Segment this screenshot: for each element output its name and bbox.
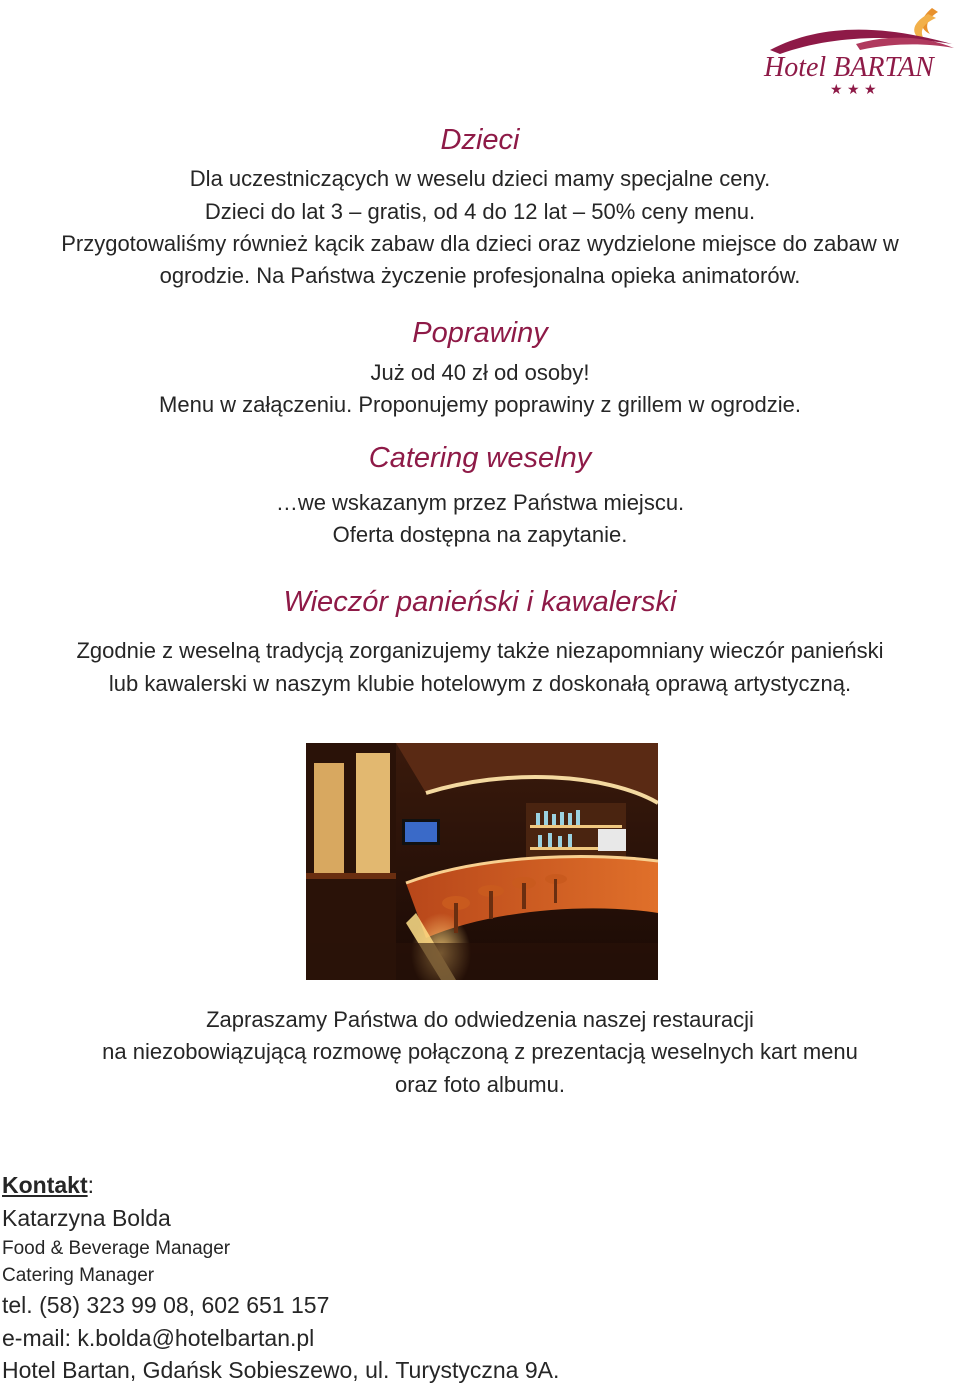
poprawiny-line-1: Już od 40 zł od osoby!	[370, 360, 590, 385]
contact-heading	[2, 1172, 94, 1199]
dzieci-line-2: Dzieci do lat 3 – gratis, od 4 do 12 lat – 50% ceny menu.	[204, 199, 756, 224]
dzieci-line-4: ogrodzie. Na Państwa życzenie profesjonalna opieka animatorów.	[159, 263, 801, 288]
hotel-bartan-logo	[760, 4, 956, 100]
bar-illustration	[306, 743, 658, 980]
logo-graphic	[760, 4, 956, 100]
contact-phone: tel. (58) 323 99 08, 602 651 157	[2, 1292, 330, 1318]
invitation-line-3: oraz foto albumu.	[395, 1072, 565, 1097]
section-title-wieczor: Wieczór panieński i kawalerski	[283, 586, 677, 618]
catering-line-1: …we wskazanym przez Państwa miejscu.	[275, 490, 685, 515]
dzieci-line-3: Przygotowaliśmy również kącik zabaw dla dzieci oraz wydzielone miejsce do zabaw w	[61, 231, 899, 256]
contact-label: Kontakt	[2, 1172, 88, 1198]
contact-colon: :	[87, 1172, 95, 1198]
contact-role-1: Food & Beverage Manager	[2, 1238, 231, 1259]
invitation-line-1: Zapraszamy Państwa do odwiedzenia naszej restauracji	[206, 1007, 754, 1032]
invitation-line-2: na niezobowiązującą rozmowę połączoną z prezentacją weselnych kart menu	[102, 1039, 858, 1064]
wieczor-line-2: lub kawalerski w naszym klubie hotelowym z doskonałą oprawą artystyczną.	[108, 671, 852, 696]
section-title-catering: Catering weselny	[368, 442, 592, 474]
dzieci-line-1: Dla uczestniczących w weselu dzieci mamy specjalne ceny.	[189, 166, 771, 191]
section-title-poprawiny: Poprawiny	[412, 317, 548, 349]
contact-role-2: Catering Manager	[2, 1265, 155, 1286]
poprawiny-line-2: Menu w załączeniu. Proponujemy poprawiny z grillem w ogrodzie.	[159, 392, 801, 417]
catering-line-2: Oferta dostępna na zapytanie.	[332, 522, 628, 547]
hotel-bar-photo	[306, 743, 658, 980]
logo-stars: ★ ★ ★	[830, 82, 877, 98]
contact-email[interactable]: e-mail: k.bolda@hotelbartan.pl	[2, 1325, 315, 1351]
logo-text: Hotel BARTAN	[764, 52, 934, 83]
wieczor-line-1: Zgodnie z weselną tradycją zorganizujemy także niezapomniany wieczór panieński	[76, 638, 884, 663]
contact-address: Hotel Bartan, Gdańsk Sobieszewo, ul. Turystyczna 9A.	[2, 1357, 560, 1383]
section-title-dzieci: Dzieci	[440, 124, 520, 156]
contact-name: Katarzyna Bolda	[2, 1205, 171, 1231]
